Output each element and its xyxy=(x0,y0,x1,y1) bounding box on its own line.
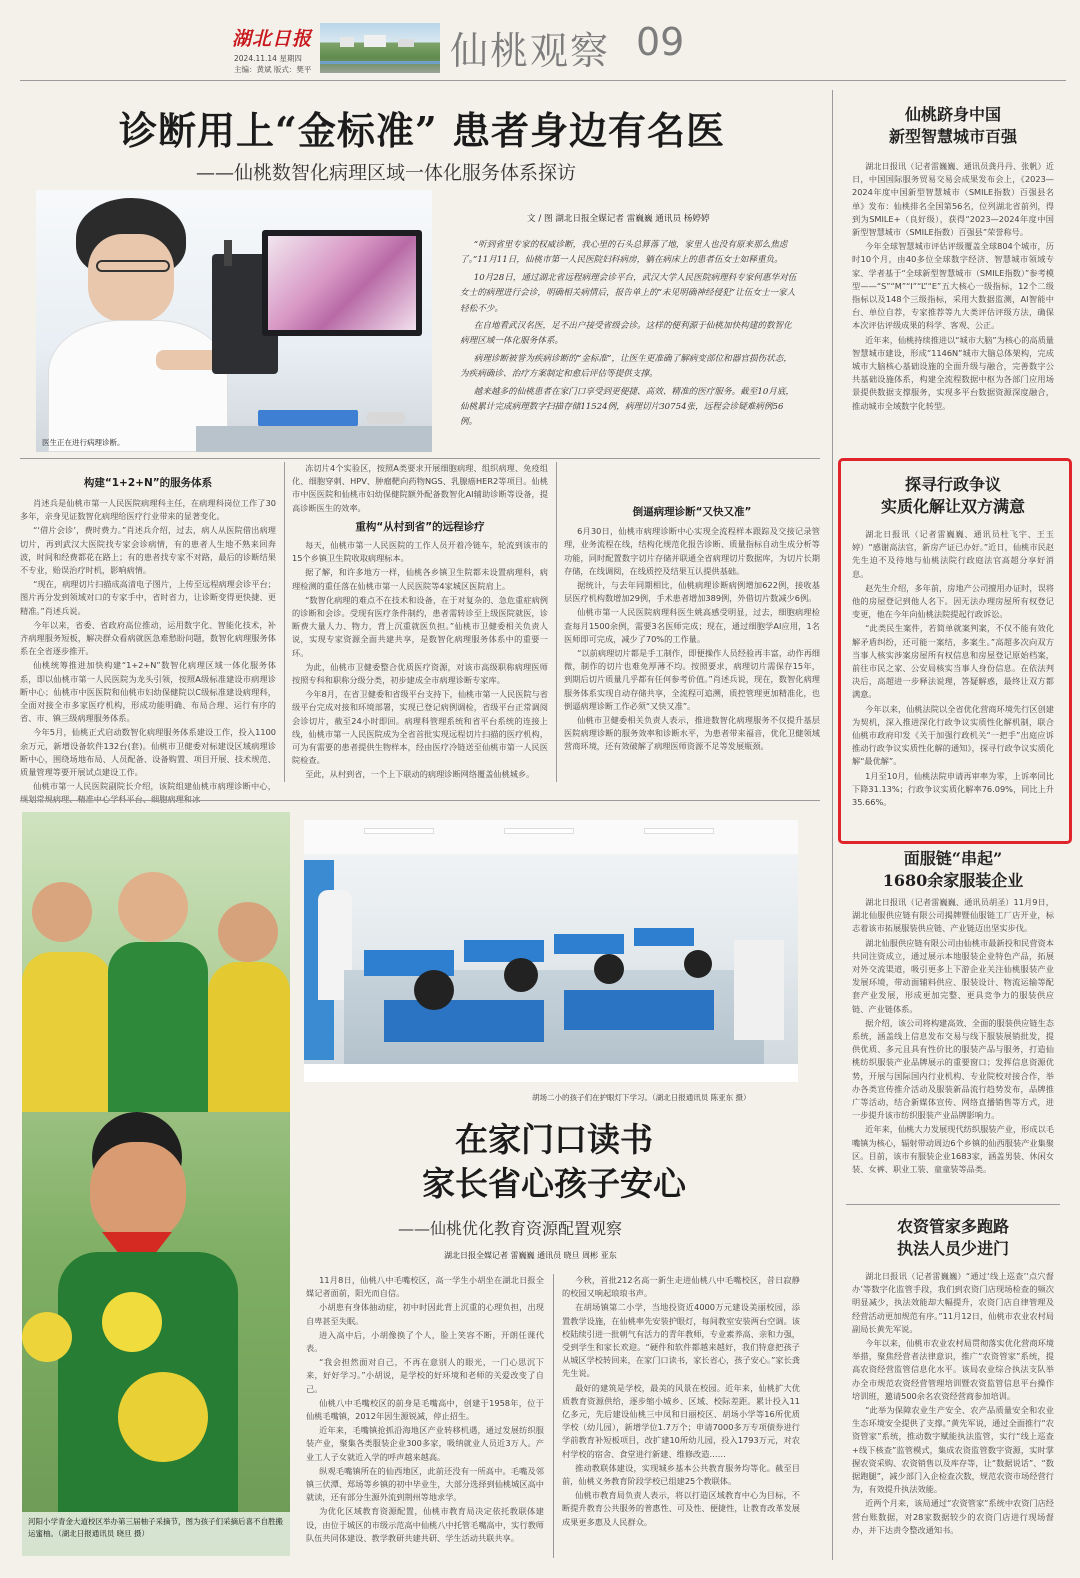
lead-paragraph: 至此，从村到省，一个上下联动的病理诊断网络覆盖仙桃城乡。 xyxy=(305,769,535,780)
issue-date: 2024.11.14 星期四 xyxy=(234,54,302,63)
sidebar-headline xyxy=(846,104,1060,148)
feature-paragraph: 最好的建筑是学校，最美的风景在校园。近年来，仙桃扩大优质教育资源供给，逐步缩小城乡、区域、校际差距。累计投入11亿多元，先后建设仙桃三中凤和日丽校区、胡场小学等16所优质学校（幼儿园），新增学位1.7万个；申请7000多万专项债券进行学前教育补短板项目，改扩建10所幼儿园，投入1793万元，对农村学校的宿舍、食堂进行新建、维修改造…… xyxy=(562,1382,800,1459)
lead-intro-paragraph: 10月28日，通过湖北省远程病理会诊平台，武汉大学人民医院病理科专家何惠华对伍女士的病理进行会诊，明确相关病情后，报告单上的“未见明确神经侵犯”让伍女士一家人轻松不少。 xyxy=(460,272,797,314)
lead-section-heading: 倒逼病理诊断“又快又准” xyxy=(632,506,752,518)
lead-subheadline: ——仙桃数智化病理区域一体化服务体系探访 xyxy=(196,162,577,184)
lead-paragraph: 仙桃市第一人民医院副院长介绍，该院组建仙桃市病理诊断中心， xyxy=(33,781,276,792)
lead-paragraph: 仙桃市第一人民医院病理科医生姚高感受明显，过去，细胞病理检查每月1500余例，需要3名医师完成；现在，通过细胞学AI应用，1名医师即可完成，减少了70%的工作量。 xyxy=(564,607,820,644)
lead-intro-paragraph: 越来越多的仙桃患者在家门口享受到更便捷、高效、精准的医疗服务。截至10月底，仙桃累计完成病理数字扫描存储11524例，病理切片30754张，远程会诊疑难病例56例。 xyxy=(460,386,795,428)
feature-paragraph: 推动教联体建设，实现城乡基本公共教育服务均等化。截至目前，仙桃义务教育阶段学校已组建25个教联体。 xyxy=(562,1462,800,1487)
lead-paragraph: 据了解，和许多地方一样，仙桃各乡镇卫生院都未设置病理科，病理检测的重任落在仙桃市第一人民医院等4家城区医院肩上。 xyxy=(292,567,548,591)
students-pomelo-photo xyxy=(22,812,290,1556)
lead-intro-paragraph: “听到省里专家的权威诊断，我心里的石头总算落了地，家里人也没有原来那么焦虑了。”11月11日，仙桃市第一人民医院妇科病房，躺在病床上的患者伍女士如释重负。 xyxy=(460,240,788,266)
feature-subheadline: ——仙桃优化教育资源配置观察 xyxy=(398,1219,623,1238)
sidebar-paragraph: 近两个月来，该局通过“农资管家”系统中农资门店经营台账数据，对28家数据较少的农资门店进行现场督办，并下达责令整改通知书。 xyxy=(852,1498,1054,1535)
sidebar-paragraph: 近年来，仙桃持续推进以“城市大脑”为核心的高质量智慧城市建设，形成“1146N”城市大脑总体架构，完成城市大脑核心基础设施的全面升级与融合，完善数字公共基础设施体系，构建全流程数据中枢为各部门应用场景提供数据支撑服务，实现多平台数据资源深度融合，推动城市全域数字化转型。 xyxy=(852,334,1054,411)
sidebar-headline-line: 实质化解让双方满意 xyxy=(880,497,1025,516)
feature-paragraph: 纵观毛嘴镇所在的仙西地区，此前还没有一所高中。毛嘴及邻镇三伏潭、郑场等乡镇的初中毕业生，大部分选择到仙桃城区高中就读，还有部分生源外流到荆州等地求学。 xyxy=(306,1465,544,1503)
feature-headline xyxy=(306,1118,802,1206)
lead-paragraph: “现在，病理切片扫描成高清电子图片，上传至远程病理会诊平台；图片再分发到领域对口的专家手中，省时省力，让诊断变得更快捷、更精准。”肖述兵说。 xyxy=(20,579,276,616)
sidebar-headline-line: 1680余家服装企业 xyxy=(882,871,1024,890)
feature-photo1-caption: 河阳小学青金大道校区举办第三届柚子采摘节，图为孩子们采摘后喜不自胜搬运蜜柚。（湖北日报通讯员 晓旦 摄） xyxy=(28,1517,283,1538)
lead-column-1 xyxy=(20,497,276,792)
lead-intro xyxy=(460,238,800,448)
sidebar-paragraph: 湖北仙服供应链有限公司由仙桃市最新投和民营资本共同注资成立，通过展示本地服装企业特色产品，拓展对外交流渠道，吸引更多上下游企业关注仙桃服装产业发展环境，带动面辅料供应、服装设计、物流运输等配套产业发展，形成更加完整、更具竞争力的服装供应链、产业链体系。 xyxy=(852,937,1054,1014)
sidebar-story-body xyxy=(852,528,1054,834)
feature-paragraph: 今秋，首批212名高一新生走进仙桃八中毛嘴校区，昔日寂静的校园又响起琅琅书声。 xyxy=(562,1275,800,1299)
lead-paragraph: 据统计，与去年同期相比，仙桃病理诊断病例增加622例，接收基层医疗机构数增加29例，手术患者增加389例，外借切片数减少6例。 xyxy=(564,580,820,604)
sidebar-story-body xyxy=(852,896,1054,1196)
feature-column-1 xyxy=(306,1274,544,1558)
feature-paragraph: 11月8日，仙桃八中毛嘴校区，高一学生小胡坐在湖北日报全媒记者面前，阳光而自信。 xyxy=(306,1275,544,1299)
sidebar-paragraph: 今年以来，仙桃法院以全省优化营商环境先行区创建为契机，深入推进深化行政争议实质性化解机制，联合仙桃市政府印发《关于加强行政机关“一把手”出庭应诉 推动行政争议实质性化解的通知》，探寻行政争议实质化解“最优解”。 xyxy=(852,703,1054,767)
sidebar-divider xyxy=(846,1204,1060,1205)
sidebar-paragraph: 湖北日报讯（记者雷巍巍、通讯员龚丹丹、张帆）近日，中国国际服务贸易交易会成果发布会上，《2023—2024年度中国新型智慧城市（SMILE指数）百强县名单》发布：仙桃排名全国第56名，位列湖北省前列，得到为SMILE+（良好级），获得“2023—2024年度中国新型智慧城市（SMILE指数）百强县”荣誉称号。 xyxy=(852,161,1054,238)
lead-paragraph: “‘借片会诊’，费时费力。”肖述兵介绍，过去，病人从医院借出病理切片，再到武汉大医院找专家会诊病情，有的患者人生地不熟来回奔波，时间和经费都花在路上；有的患者找专家不对路，最后的诊断结果不专业，贻误治疗时机，影响病情。 xyxy=(20,525,276,576)
sidebar-headline-line: 探寻行政争议 xyxy=(904,475,1001,494)
lead-paragraph: “以前病理切片都是手工制作，即便操作人员经验再丰富，动作再细微，制作的切片也难免厚薄不均。按照要求，病理切片需保存15年，到期后切片质量几乎都有任何参考价值。”肖述兵说，现在，数智化病理服务体系实现自动存储共享，全流程可追溯，质控管理更加精准化，也倒逼病理诊断工作必须“又快又准”。 xyxy=(564,648,820,711)
newspaper-logo: 湖北日报 xyxy=(232,28,313,50)
sidebar-paragraph: 今年以来，仙桃市农业农村局贯彻落实优化营商环境举措，聚焦经营者法律意识，推广“农资管家”系统，提高农资经营监管信息化水平。该局农业综合执法支队举办全市规范农资经营管理培训暨农资监管信息平台操作培训班，邀请500余名农资经营商参加培训。 xyxy=(852,1338,1054,1401)
lead-intro-paragraph: 在自地看武汉名医，足不出户接受省级会诊。这样的便利源于仙桃加快构建的数智化病理区域一体化服务体系。 xyxy=(460,321,792,347)
feature-divider xyxy=(20,800,820,801)
lead-paragraph: 肖述兵是仙桃市第一人民医院病理科主任，在病理科岗位工作了30多年，亲身见证数智化病理给医疗行业带来的显著变化。 xyxy=(20,498,276,522)
sidebar-paragraph: 近年来，仙桃大力发展现代纺织服装产业，形成以毛嘴镇为核心，辐射带动周边6个乡镇的仙西服装产业集聚区。目前，该市有服装企业1683家，涵盖男装、休闲女装、女裤、职业工装、童童装等品类。 xyxy=(852,1124,1054,1175)
sidebar-headline xyxy=(846,848,1060,892)
lead-paragraph: 每天，仙桃市第一人民医院的工作人员开着冷链车，轮流到该市的15个乡镇卫生院收取病理标本。 xyxy=(292,540,548,564)
lead-paragraph: “数智化病理的难点不在技术和设备，在于对复杂的、急危重症病例的诊断和会诊。受现有医疗条件制约，患者需转诊至上级医院就医，诊断费大量人力、物力，背上沉重就医负担。”仙桃市卫健委相关负责人说，实现专家资源全面共建共享，是数智化病理服务体系中的重要一环。 xyxy=(292,594,548,658)
page-number: 09 xyxy=(636,20,685,64)
editor-credit: 主编：黄斌 版式：樊平 xyxy=(234,65,312,74)
lead-paragraph: 为此，仙桃市卫健委整合优质医疗资源，对该市高级职称病理医师按照专科和职称分级分类，初步建成全市病理诊断专家库。 xyxy=(292,661,548,686)
lead-column-2 xyxy=(292,462,548,782)
sidebar-headline-line: 面服链“串起” xyxy=(903,849,1003,868)
sidebar-headline-line: 新型智慧城市百强 xyxy=(888,127,1017,146)
lead-photo-caption: 医生正在进行病理诊断。 xyxy=(42,438,125,447)
feature-paragraph: 小胡患有身体抽动症，初中时因此背上沉重的心理负担，出现自卑甚至失眠。 xyxy=(306,1302,544,1326)
masthead xyxy=(0,0,1080,80)
feature-column-2 xyxy=(562,1274,800,1558)
feature-paragraph: 近年来，毛嘴镇抢抓沿海地区产业转移机遇，通过发展纺织服装产业，聚集各类服装企业300多家，吸纳就业人员近3万人。产业工人子女就近入学的呼声越来越高。 xyxy=(306,1425,544,1462)
feature-paragraph: 仙桃八中毛嘴校区的前身是毛嘴高中，创建于1958年，位于仙桃毛嘴镇，2012年因生源锐减，停止招生。 xyxy=(306,1397,544,1422)
lead-paragraph: 今年5月，仙桃正式启动数智化病理服务体系建设工作，投入1100余万元，新增设备软件132台(套)。仙桃市卫健委对标建设区域病理诊断中心，围绕场地布局、人员配备、设备购置、项目开展、技术规范、质量管理等要开展试点建设工作。 xyxy=(20,727,276,778)
sidebar-headline-line: 农资管家多跑路 xyxy=(896,1217,1009,1236)
city-aerial-photo xyxy=(320,23,440,73)
sidebar-paragraph: 赵先生介绍，多年前，房地产公司擅用办证时，误将他的房屋登记到他人名下。因无法办理房屋所有权登记变更，他在今年向仙桃法院提起行政诉讼。 xyxy=(852,582,1054,620)
lead-paragraph: 今年以来，省委、省政府高位推动，运用数字化、智能化技术，补齐病理服务短板，解决群众看病就医急难愁盼问题，数智化病理服务体系在全省逐步推开。 xyxy=(20,619,276,657)
lead-paragraph: 仙桃统筹推进加快构建“1+2+N”数智化病理区域一体化服务体系，即以仙桃市第一人民医院为龙头引领，按照A级标准建设市病理诊断中心；仙桃市中医医院和仙桃市妇幼保健院以C级标准建设病理科，全面对接全市多家医疗机构，形成功能明确、布局合理、运行有序的省、市、镇三级病理服务体系。 xyxy=(20,660,276,724)
section-title: 仙桃观察 xyxy=(450,29,611,73)
lead-column-3 xyxy=(564,462,820,782)
feature-paragraph: 仙桃市教育局负责人表示，将以打造区域教育中心为目标，不断提升教育公共服务的普惠性、可及性、便捷性，让教育改革发展成果更多惠及人民群众。 xyxy=(562,1490,800,1527)
sidebar-paragraph: 湖北日报讯（记者雷巍巍、通讯员杜飞宇、王玉婷）“感谢高法官，新房产证已办好。”近日，仙桃市民赵先生迫不及待地与仙桃法院行政庭法官高超分享好消息。 xyxy=(852,529,1054,579)
lead-byline: 文 / 图 湖北日报全媒记者 雷巍巍 通讯员 杨婷婷 xyxy=(527,214,710,224)
column-rule xyxy=(284,462,285,782)
classroom-photo xyxy=(304,820,798,1082)
lead-divider xyxy=(20,458,820,459)
sidebar-headline xyxy=(846,474,1060,518)
lead-paragraph: 今年8月，在省卫健委和省级平台支持下，仙桃市第一人民医院与省级平台完成对接和环境部署，实现已登记病例调检，省级平台正常调阅会诊切片，截至24小时即回。病理科管理系统和省平台系统的连接上线，仙桃市第一人民医院成为全省首批实现远程切片扫描的医疗机构，可为有需要的患者提供生物样本，经由医疗冷链送至仙桃市第一人民医院检查。 xyxy=(292,689,548,766)
sidebar-paragraph: 1月至10月，仙桃法院申请再审率为零，上诉率同比下降31.13%；行政争议实质化解率76.09%，同比上升35.66%。 xyxy=(852,770,1054,808)
feature-paragraph: 在胡场镇第二小学，当地投资近4000万元建设美丽校园，添置教学设施，在仙桃率先安装护眼灯，每间教室安装两台空调。该校陆续引进一批朝气有活力的青年教师，专业素养高、亲和力强，受到学生和家长欢迎。“硬件和软件都越来越好，我们特意把孩子从城区学校转回来，在家门口读书，家长省心，孩子安心。”家长龚先生说。 xyxy=(562,1302,800,1379)
sidebar-paragraph: 湖北日报讯（记者雷巍巍、通讯员胡圣）11月9日，湖北仙服供应链有限公司揭牌暨仙服链工厂店开业，标志着该市拓展服装供应链、产业链迈出坚实步伐。 xyxy=(852,897,1054,934)
feature-headline-line: 在家门口读书 xyxy=(455,1120,653,1159)
lead-section-heading: 重构“从村到省”的远程诊疗 xyxy=(355,520,485,533)
feature-headline-line: 家长省心孩子安心 xyxy=(422,1164,686,1203)
feature-paragraph: 进入高中后，小胡像换了个人，脸上笑容不断，开朗任课代表。 xyxy=(306,1329,544,1354)
sidebar-paragraph: “此举为保障农业生产安全、农产品质量安全和农业生态环境安全提供了支撑。”黄先军说，通过全面推行“农资管家”系统，推动数字赋能执法监管，实行“线上巡查+线下核查”监管模式，集成农资监管数字资源，实时掌握农资采购、农资销售以及库存等，让“数据说话”、“数据跑腿”，减少部门入企检查次数，规范农资市场经营行为，有效提升执法效能。 xyxy=(852,1405,1054,1495)
sidebar-paragraph: 今年全球智慧城市评估评级覆盖全球804个城市，历时10个月，由40多位全球数字经济、智慧城市领域专家、学者基于“全球新型智慧城市（SMILE指数）”参考模型——“S”“M”“I”“L”“E”五大核心一级指标，12个二级指标以及148个三级指标，采用大数据监测，AI智能中台、单位自荐，专家推荐等九大类评估评级方法，确保本次评估评级成果的科学、客观、公正。 xyxy=(852,241,1054,331)
feature-photo2-caption: 胡场二小的孩子们在护眼灯下学习。（湖北日报通讯员 陈亚东 摄） xyxy=(532,1093,751,1102)
sidebar-story-body xyxy=(852,160,1054,450)
column-rule xyxy=(553,1274,554,1558)
masthead-divider xyxy=(20,80,1066,81)
sidebar-paragraph: 据介绍，该公司将构建高效、全面的服装供应链生态系统，涵盖线上信息发布交易与线下服装展销批发，提供优质、多元且具有性价比的服装产品与服务，打造仙桃纺织服装产业品牌展示的重要窗口；发挥信息资源优势，开展与国际国内行业机构、专业院校对接合作，举办各类宣传推介活动及服装新品流行趋势发布，品牌推广等活动，结合新媒体宣传、网络直播销售等方式，进一步提升该市纺织服装产业品牌影响力。 xyxy=(852,1017,1054,1121)
sidebar-paragraph: 湖北日报讯（记者雷巍巍）“通过‘线上巡查’‘点穴督办’等数字化监管手段，我们到农资门店现场检查的频次明显减少，执法效能却大幅提升，农资门店自律管理及经营活动更加规范有序。”11月12日，仙桃市农业农村局副局长黄先军说。 xyxy=(852,1271,1054,1334)
lead-paragraph: 6月30日，仙桃市病理诊断中心实现全流程样本跟踪及交接记录管理，业务流程在线，结构化规范化报告诊断、质量指标自动生成分析等功能，同时配置数字切片存储并联通全省病理切片数据库，为切片长期存储，在线调阅，在线质控及结果互认提供基础。 xyxy=(564,526,820,576)
feature-paragraph: 为优化区域教育资源配置，仙桃市教育局决定依托教联体建设，由位于城区的市级示范高中仙桃八中托管毛嘴高中，实行教师队伍共同体建设、教学教研共建共研、学生活动共联共享。 xyxy=(306,1506,544,1543)
sidebar-paragraph: “此类民生案件，若简单就案判案，不仅不能有效化解矛盾纠纷，还可能一案结，多案生。”高超多次向双方当事人核实涉案房屋所有权信息和房屋登记原始档案，前往市民之家、公安局核实当事人身份信息。在依法判决后，高超进一步释法说理，答疑解惑，最终让双方都满意。 xyxy=(852,623,1054,700)
sidebar-headline-line: 执法人员少进门 xyxy=(896,1239,1009,1258)
lead-headline: 诊断用上“金标准” 患者身边有名医 xyxy=(119,108,725,153)
feature-byline: 湖北日报全媒记者 雷巍巍 通讯员 晓旦 周彬 亚东 xyxy=(444,1251,617,1260)
doctor-microscope-photo xyxy=(36,190,432,452)
lead-paragraph: 仙桃市卫健委相关负责人表示，推进数智化病理服务不仅提升基层医院病理诊断的服务效率和诊断水平，为患者带来福音，优化卫健领域营商环境，还有效破解了病理医师资源不足等发展瓶颈。 xyxy=(564,715,820,752)
lead-paragraph: 冻切片4个实验区，按照A类要求开展细胞病理、组织病理、免疫组化、细胞穿刺、HPV、肿瘤靶向药物NGS、乳腺癌HER2等项目。仙桃市中医医院和仙桃市妇幼保健院额外配备数智化AI辅助诊断等设备，提高诊断医生的效率。 xyxy=(292,463,548,513)
sidebar-headline xyxy=(846,1216,1060,1260)
lead-intro-paragraph: 病理诊断被誉为疾病诊断的“金标准”，让医生更准确了解病变部位和器官损伤状态，为疾病确诊、治疗方案制定和愈后评估等提供支撑。 xyxy=(460,353,792,380)
feature-paragraph: “我会担然面对自己，不再在意别人的眼光，一门心思沉下来，好好学习。”小胡说，是学校的好环境和老师的关爱改变了自己。 xyxy=(306,1357,544,1394)
lead-section-heading: 构建“1+2+N”的服务体系 xyxy=(83,477,213,489)
column-rule xyxy=(556,462,557,782)
sidebar-story-body xyxy=(852,1270,1054,1560)
sidebar-headline-line: 仙桃跻身中国 xyxy=(904,105,1001,124)
sidebar-rule xyxy=(832,90,833,1560)
